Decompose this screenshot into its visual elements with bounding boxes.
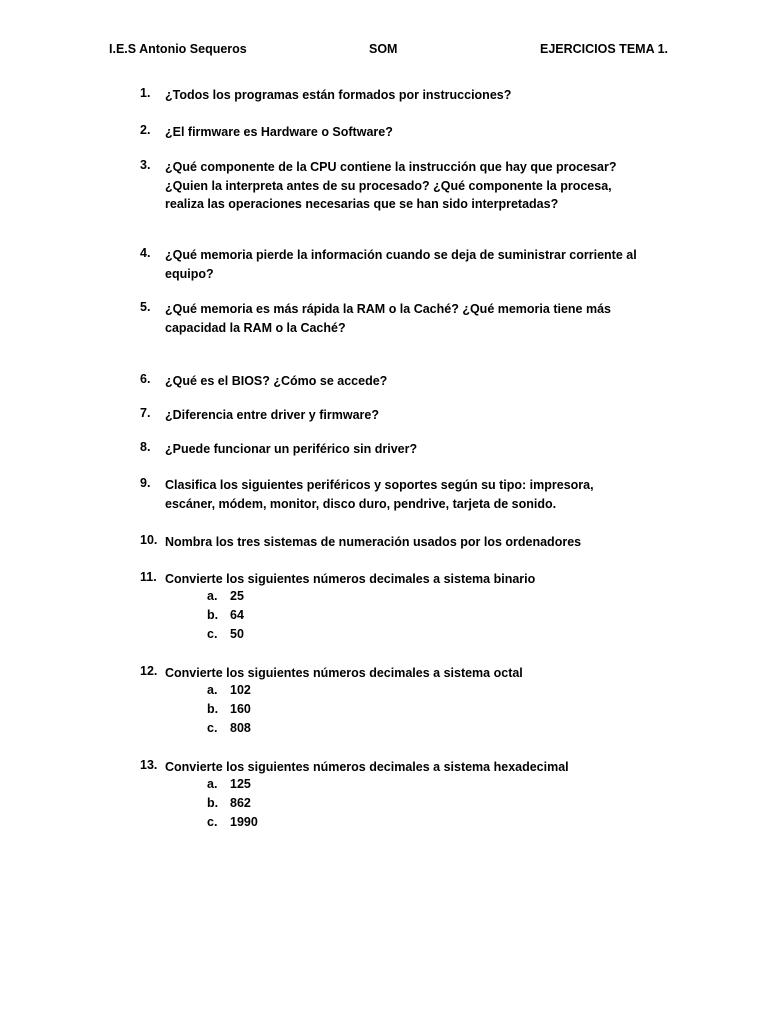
question-number: 7. [140, 406, 151, 420]
list-item [0, 608, 768, 627]
question-number: 2. [140, 123, 151, 137]
question-text: Convierte los siguientes números decimales a sistema binario [165, 572, 536, 586]
list-item [0, 702, 768, 721]
item-letter: b. [207, 608, 219, 622]
question-text: Convierte los siguientes números decimales a sistema octal [165, 666, 523, 680]
question-number: 5. [140, 300, 151, 314]
item-letter: c. [207, 721, 218, 735]
item-letter: c. [207, 815, 218, 829]
item-value: 25 [230, 589, 244, 603]
question-text: Convierte los siguientes números decimales a sistema hexadecimal [165, 760, 569, 774]
question-text: ¿Qué memoria es más rápida la RAM o la Caché? ¿Qué memoria tiene más capacidad la RAM o la Caché? [165, 302, 611, 335]
question-number: 13. [140, 758, 158, 772]
question-text: ¿El firmware es Hardware o Software? [165, 125, 393, 139]
list-item [0, 589, 768, 608]
list-item [0, 796, 768, 815]
item-value: 160 [230, 702, 251, 716]
item-letter: b. [207, 702, 219, 716]
list-item [0, 683, 768, 702]
question-text: ¿Todos los programas están formados por instrucciones? [165, 88, 512, 102]
item-value: 125 [230, 777, 251, 791]
question-number: 6. [140, 372, 151, 386]
question-number: 1. [140, 86, 151, 100]
question-text: Nombra los tres sistemas de numeración usados por los ordenadores [165, 535, 582, 549]
item-value: 102 [230, 683, 251, 697]
list-item [0, 815, 768, 834]
question-text: ¿Qué componente de la CPU contiene la instrucción que hay que procesar? ¿Quien la interpreta antes de su procesado? ¿Qué componente la procesa, realiza las operaciones necesarias que se han sido interpretadas? [165, 160, 617, 211]
item-value: 808 [230, 721, 251, 735]
item-value: 862 [230, 796, 251, 810]
item-value: 50 [230, 627, 244, 641]
question-number: 8. [140, 440, 151, 454]
question-text: ¿Diferencia entre driver y firmware? [165, 408, 379, 422]
question-number: 3. [140, 158, 151, 172]
subject-name: SOM [369, 42, 398, 56]
item-letter: a. [207, 589, 218, 603]
exercise-title: EJERCICIOS TEMA 1. [540, 42, 669, 56]
item-value: 1990 [230, 815, 258, 829]
item-letter: b. [207, 796, 219, 810]
list-item [0, 777, 768, 796]
question-number: 4. [140, 246, 151, 260]
school-name: I.E.S Antonio Sequeros [109, 42, 247, 56]
question-text: ¿Qué memoria pierde la información cuando se deja de suministrar corriente al equipo? [165, 248, 637, 281]
question-number: 9. [140, 476, 151, 490]
item-letter: a. [207, 683, 218, 697]
question-number: 12. [140, 664, 158, 678]
page-header [0, 42, 768, 60]
question-text: Clasifica los siguientes periféricos y soportes según su tipo: impresora, escáner, módem, monitor, disco duro, pendrive, tarjeta de sonido. [165, 478, 594, 511]
question-text: ¿Qué es el BIOS? ¿Cómo se accede? [165, 374, 388, 388]
question-text: ¿Puede funcionar un periférico sin driver? [165, 442, 418, 456]
item-letter: a. [207, 777, 218, 791]
question-number: 10. [140, 533, 158, 547]
item-value: 64 [230, 608, 244, 622]
list-item [0, 627, 768, 646]
item-letter: c. [207, 627, 218, 641]
question-number: 11. [140, 570, 157, 584]
list-item [0, 721, 768, 740]
